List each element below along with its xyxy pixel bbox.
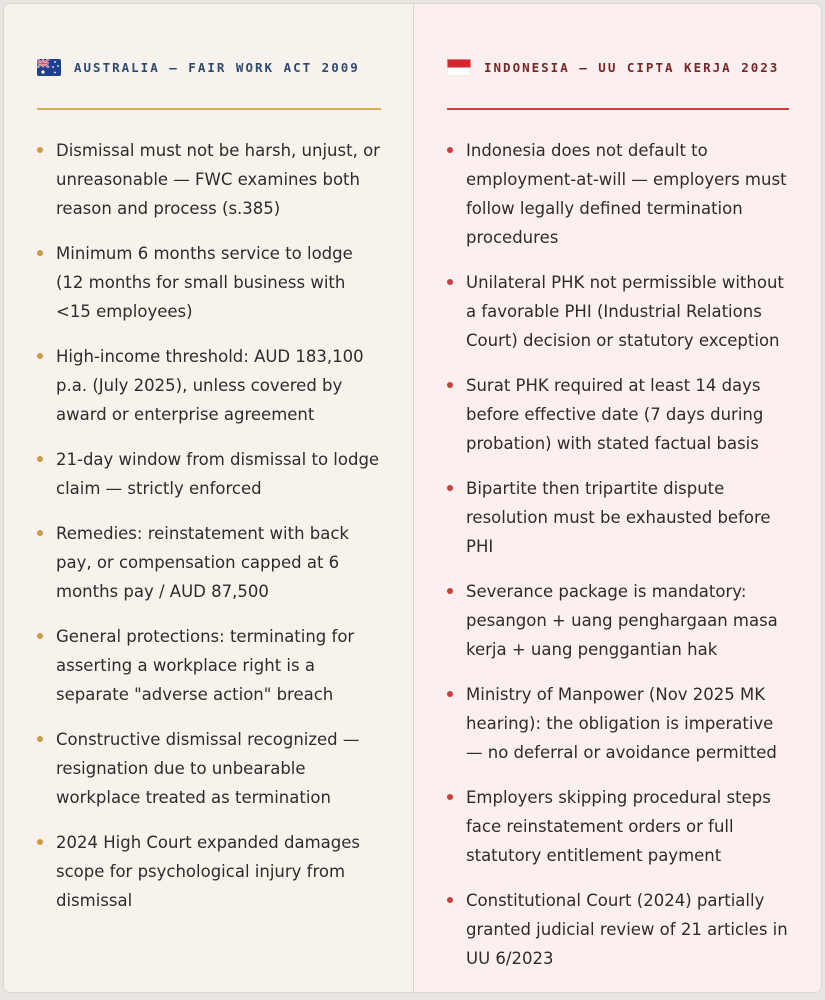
bullet-icon xyxy=(37,250,43,256)
indonesia-flag-icon xyxy=(447,59,471,76)
list-item xyxy=(37,519,381,606)
indonesia-header xyxy=(447,48,789,108)
list-item-text: Employers skipping procedural steps face reinstatement orders or full statutory entitlement payment xyxy=(466,788,771,865)
list-item-text: Bipartite then tripartite dispute resolution must be exhausted before PHI xyxy=(466,479,771,556)
bullet-icon xyxy=(37,736,43,742)
bullet-icon xyxy=(447,588,453,594)
list-item xyxy=(37,725,381,812)
list-item xyxy=(447,371,789,458)
australia-points-list xyxy=(37,136,381,915)
list-item xyxy=(37,622,381,709)
bullet-icon xyxy=(447,897,453,903)
bullet-icon xyxy=(447,279,453,285)
list-item-text: Indonesia does not default to employment-at-will — employers must follow legally defined termination procedures xyxy=(466,141,787,247)
bullet-icon xyxy=(447,382,453,388)
bullet-icon xyxy=(37,839,43,845)
list-item-text: Remedies: reinstatement with back pay, or compensation capped at 6 months pay / AUD 87,500 xyxy=(56,524,349,601)
list-item-text: Constitutional Court (2024) partially granted judicial review of 21 articles in UU 6/2023 xyxy=(466,891,788,968)
list-item-text: Severance package is mandatory: pesangon + uang penghargaan masa kerja + uang penggantian hak xyxy=(466,582,778,659)
list-item xyxy=(37,445,381,503)
bullet-icon xyxy=(37,530,43,536)
list-item xyxy=(447,680,789,767)
australia-flag-icon xyxy=(37,59,61,76)
list-item xyxy=(447,136,789,252)
bullet-icon xyxy=(447,485,453,491)
list-item-text: Surat PHK required at least 14 days before effective date (7 days during probation) with stated factual basis xyxy=(466,376,764,453)
list-item xyxy=(447,268,789,355)
list-item xyxy=(37,828,381,915)
list-item xyxy=(37,342,381,429)
australia-header xyxy=(37,48,381,108)
australia-title: AUSTRALIA — FAIR WORK ACT 2009 xyxy=(74,59,360,75)
bullet-icon xyxy=(37,456,43,462)
list-item-text: Minimum 6 months service to lodge (12 months for small business with <15 employees) xyxy=(56,244,353,321)
indonesia-column xyxy=(414,4,821,992)
list-item-text: Constructive dismissal recognized — resignation due to unbearable workplace treated as termination xyxy=(56,730,360,807)
indonesia-points-list xyxy=(447,136,789,973)
list-item-text: Dismissal must not be harsh, unjust, or unreasonable — FWC examines both reason and process (s.385) xyxy=(56,141,380,218)
bullet-icon xyxy=(447,147,453,153)
indonesia-title: INDONESIA — UU CIPTA KERJA 2023 xyxy=(484,59,780,75)
australia-column xyxy=(4,4,414,992)
list-item-text: 2024 High Court expanded damages scope for psychological injury from dismissal xyxy=(56,833,360,910)
list-item-text: Unilateral PHK not permissible without a favorable PHI (Industrial Relations Court) decision or statutory exception xyxy=(466,273,784,350)
list-item xyxy=(447,474,789,561)
list-item xyxy=(447,886,789,973)
list-item xyxy=(447,577,789,664)
list-item-text: 21-day window from dismissal to lodge claim — strictly enforced xyxy=(56,450,380,498)
indonesia-divider xyxy=(447,108,789,110)
list-item xyxy=(37,239,381,326)
bullet-icon xyxy=(37,353,43,359)
australia-divider xyxy=(37,108,381,110)
list-item xyxy=(447,783,789,870)
bullet-icon xyxy=(447,691,453,697)
comparison-panel xyxy=(4,4,821,992)
bullet-icon xyxy=(37,633,43,639)
bullet-icon xyxy=(447,794,453,800)
bullet-icon xyxy=(37,147,43,153)
list-item-text: General protections: terminating for asserting a workplace right is a separate "adverse action" breach xyxy=(56,627,355,704)
list-item-text: High-income threshold: AUD 183,100 p.a. (July 2025), unless covered by award or enterprise agreement xyxy=(56,347,364,424)
list-item-text: Ministry of Manpower (Nov 2025 MK hearing): the obligation is imperative — no deferral or avoidance permitted xyxy=(466,685,777,762)
list-item xyxy=(37,136,381,223)
